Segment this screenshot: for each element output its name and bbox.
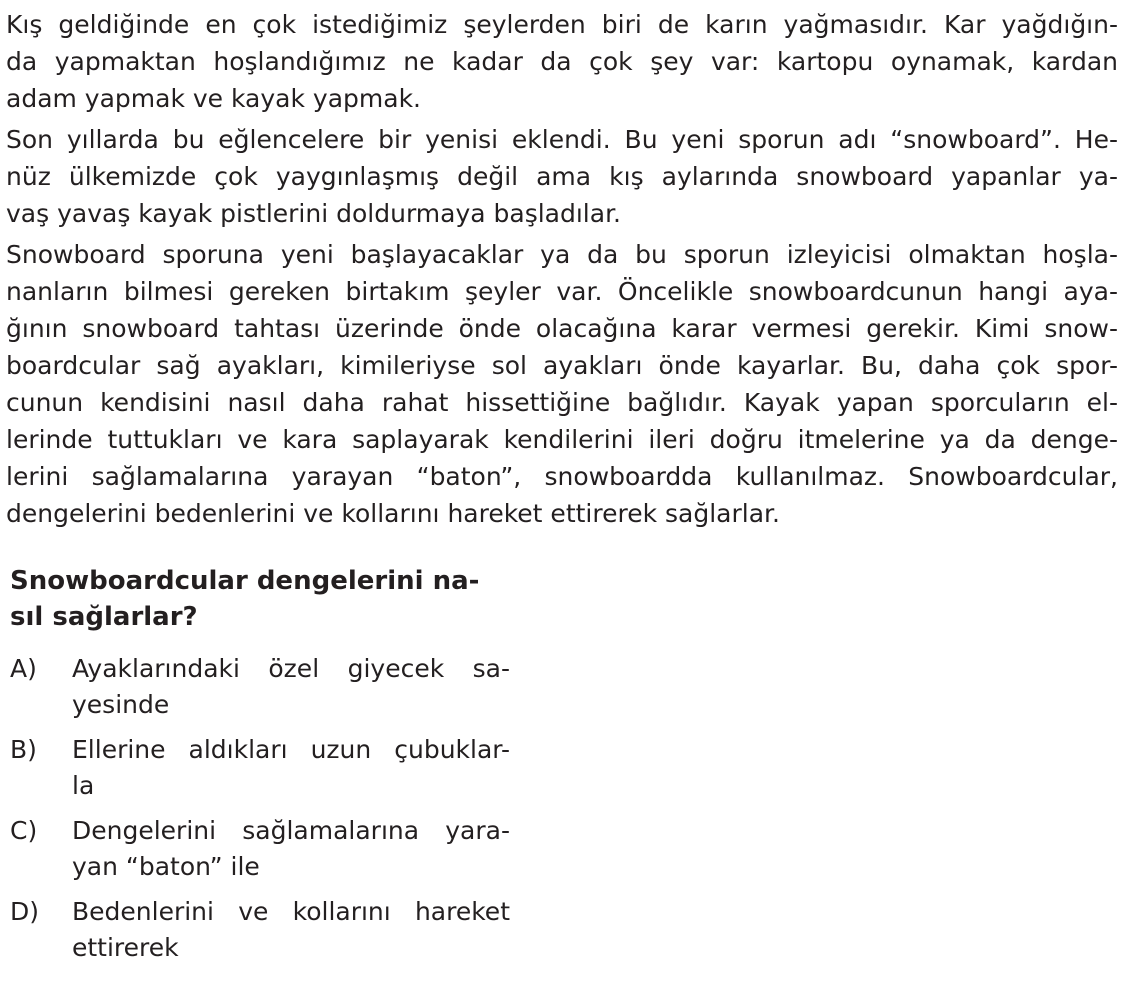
paragraph-line: dengelerini bedenlerini ve kollarını hareket ettirerek sağlarlar.: [6, 499, 780, 528]
question-line: sıl sağlarlar?: [10, 602, 198, 632]
question-block: [10, 563, 510, 975]
paragraph-line: lerini sağlamalarına yarayan “baton”, snowboardda kullanılmaz. Snowboardcular,: [6, 462, 1118, 491]
paragraph-line: cunun kendisini nasıl daha rahat hissettiğine bağlıdır. Kayak yapan sporcuların el-: [6, 388, 1118, 417]
option-letter: C): [10, 816, 38, 845]
option-line: Bedenlerini ve kollarını hareket: [72, 897, 510, 926]
option-line: Ellerine aldıkları uzun çubuklar-: [72, 735, 510, 764]
paragraph-2: [6, 121, 1118, 232]
paragraph-line: nüz ülkemizde çok yaygınlaşmış değil ama kış aylarında snowboard yapanlar ya-: [6, 162, 1118, 191]
paragraph-line: adam yapmak ve kayak yapmak.: [6, 84, 421, 113]
option-b[interactable]: [10, 732, 510, 804]
paragraph-line: lerinde tuttukları ve kara saplayarak kendilerini ileri doğru itmelerine ya da denge-: [6, 425, 1118, 454]
paragraph-3: [6, 236, 1118, 532]
paragraph-line: Son yıllarda bu eğlencelere bir yenisi eklendi. Bu yeni sporun adı “snowboard”. He-: [6, 125, 1118, 154]
option-line: la: [72, 771, 95, 800]
option-text: [72, 894, 510, 966]
option-text: [72, 813, 510, 885]
paragraph-line: vaş yavaş kayak pistlerini doldurmaya başladılar.: [6, 199, 622, 228]
paragraph-line: da yapmaktan hoşlandığımız ne kadar da çok şey var: kartopu oynamak, kardan: [6, 47, 1118, 76]
option-a[interactable]: [10, 651, 510, 723]
paragraph-line: Kış geldiğinde en çok istediğimiz şeylerden biri de karın yağmasıdır. Kar yağdığın-: [6, 10, 1118, 39]
answer-options: [10, 651, 510, 966]
question-line: Snowboardcular dengelerini na-: [10, 566, 480, 596]
option-d[interactable]: [10, 894, 510, 966]
reading-passage: [6, 6, 1118, 536]
option-line: yesinde: [72, 690, 170, 719]
paragraph-1: [6, 6, 1118, 117]
paragraph-line: boardcular sağ ayakları, kimileriyse sol ayakları önde kayarlar. Bu, daha çok spor-: [6, 351, 1118, 380]
question-text: [10, 563, 510, 635]
paragraph-line: nanların bilmesi gereken birtakım şeyler var. Öncelikle snowboardcunun hangi aya-: [6, 277, 1118, 306]
option-letter: A): [10, 654, 37, 683]
option-line: Dengelerini sağlamalarına yara-: [72, 816, 510, 845]
option-letter: B): [10, 735, 37, 764]
paragraph-line: Snowboard sporuna yeni başlayacaklar ya da bu sporun izleyicisi olmaktan hoşla-: [6, 240, 1118, 269]
option-line: yan “baton” ile: [72, 852, 260, 881]
option-letter: D): [10, 897, 40, 926]
paragraph-line: ğının snowboard tahtası üzerinde önde olacağına karar vermesi gerekir. Kimi snow-: [6, 314, 1118, 343]
option-text: [72, 651, 510, 723]
option-text: [72, 732, 510, 804]
option-line: Ayaklarındaki özel giyecek sa-: [72, 654, 510, 683]
option-line: ettirerek: [72, 933, 179, 962]
option-c[interactable]: [10, 813, 510, 885]
